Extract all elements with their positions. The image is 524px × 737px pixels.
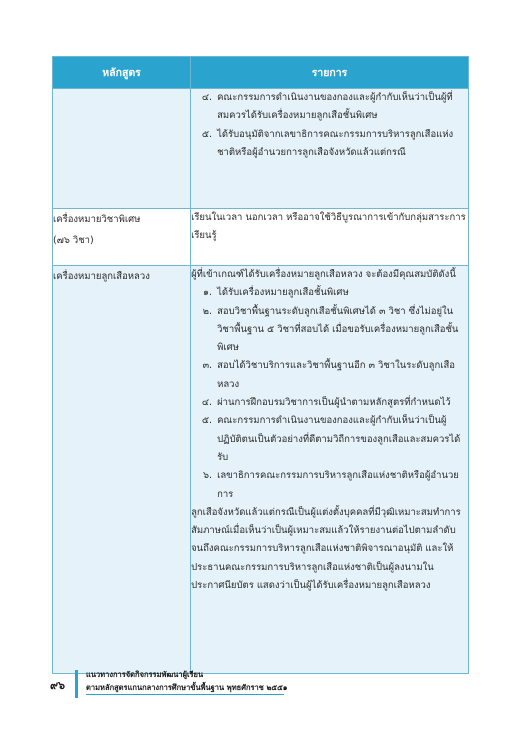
list-item-text: เลขาธิการคณะกรรมการบริหารลูกเสือแห่งชาติหรือผู้อำนวยการ bbox=[217, 470, 459, 500]
row-label bbox=[53, 89, 191, 209]
row-content bbox=[191, 89, 469, 209]
list-item bbox=[191, 284, 468, 302]
list-item bbox=[191, 303, 468, 358]
list-item-number: ๖. bbox=[203, 470, 213, 482]
list-item bbox=[191, 467, 468, 504]
list-item-number: ๑. bbox=[203, 287, 213, 299]
table-row bbox=[53, 266, 469, 674]
row-text: เรียนในเวลา นอกเวลา หรืออาจใช้วิธีบูรณาการเข้ากับกลุ่มสาระการเรียนรู้ bbox=[191, 212, 466, 242]
row-label bbox=[53, 209, 191, 266]
list-item-text: คณะกรรมการดำเนินงานของกองและผู้กำกับเห็นว่าเป็นผู้ที่สมควรได้รับเครื่องหมายลูกเสือชั้นพิเศษ bbox=[217, 92, 453, 122]
list-item bbox=[191, 412, 468, 467]
list-item-text: ได้รับเครื่องหมายลูกเสือชั้นพิเศษ bbox=[217, 287, 349, 299]
list-item-number: ๓. bbox=[202, 360, 213, 372]
table-header-row bbox=[53, 57, 469, 89]
row-intro: ผู้ที่เข้าเกณฑ์ได้รับเครื่องหมายลูกเสือหลวง จะต้องมีคุณสมบัติดังนี้ bbox=[191, 269, 456, 280]
footer-divider bbox=[75, 670, 78, 698]
row-content bbox=[191, 266, 469, 674]
footer-underline bbox=[86, 694, 284, 695]
list-item-number: ๔. bbox=[201, 397, 213, 409]
list-item bbox=[191, 357, 468, 394]
list-item bbox=[191, 89, 468, 126]
list-item-text: ผ่านการฝึกอบรมวิชาการเป็นผู้นำตามหลักสูตรที่กำหนดไว้ bbox=[217, 397, 451, 409]
footer-subtitle: ตามหลักสูตรแกนกลางการศึกษาขั้นพื้นฐาน พุทธศักราช ๒๕๕๑ bbox=[86, 683, 288, 692]
list-item bbox=[191, 394, 468, 412]
list-item-number: ๒. bbox=[202, 305, 213, 317]
table-row bbox=[53, 209, 469, 266]
list-item-number: ๕. bbox=[201, 415, 213, 427]
row-content bbox=[191, 209, 469, 266]
column-header-items: รายการ bbox=[191, 57, 469, 89]
row-label: เครื่องหมายลูกเสือหลวง bbox=[53, 266, 191, 674]
page-number: ๙๖ bbox=[50, 679, 66, 692]
row-label-line: (๗๖ วิชา) bbox=[53, 235, 94, 246]
row-closing: ลูกเสือจังหวัดแล้วแต่กรณีเป็นผู้แต่งตั้งบุคคลที่มีวุฒิเหมาะสมทำการสัมภาษณ์เมื่อเห็นว่าเป็นผู้เหมาะสมแล้วให้รายงานต่อไปตามลำดับ จนถึงคณะกรรมการบริหารลูกเสือแห่งชาติพิจารณาอนุมัติ และให้ประธานคณะกรรมการบริหารลูกเสือแห่งชาติเป็นผู้ลงนามในประกาศนียบัตร แสดงว่าเป็นผู้ได้รับเครื่องหมายลูกเสือหลวง bbox=[191, 506, 461, 592]
curriculum-table bbox=[52, 56, 469, 674]
page-footer bbox=[0, 667, 524, 737]
footer-title: แนวทางการจัดกิจกรรมพัฒนาผู้เรียน bbox=[86, 670, 204, 679]
row-label-line: เครื่องหมายวิชาพิเศษ bbox=[53, 214, 141, 225]
list-item-text: สอบได้วิชาบริการและวิชาพื้นฐานอีก ๓ วิชาในระดับลูกเสือหลวง bbox=[217, 360, 455, 390]
list-item-text: ได้รับอนุมัติจากเลขาธิการคณะกรรมการบริหารลูกเสือแห่งชาติหรือผู้อำนวยการลูกเสือจังหวัดแล้วแต่กรณี bbox=[217, 128, 454, 158]
list-item-number: ๕. bbox=[201, 128, 213, 140]
table-row bbox=[53, 89, 469, 209]
list-item-text: คณะกรรมการดำเนินงานของกองและผู้กำกับเห็นว่าเป็นผู้ปฏิบัติตนเป็นตัวอย่างที่ดีตามวิถีการของลูกเสือและสมควรได้รับ bbox=[217, 415, 461, 463]
column-header-curriculum: หลักสูตร bbox=[53, 57, 191, 89]
list-item-text: สอบวิชาพื้นฐานระดับลูกเสือชั้นพิเศษได้ ๓ วิชา ซึ่งไม่อยู่ในวิชาพื้นฐาน ๕ วิชาที่สอบได้ เมื่อขอรับเครื่องหมายลูกเสือชั้นพิเศษ bbox=[217, 305, 459, 354]
list-item bbox=[191, 126, 468, 163]
list-item-number: ๔. bbox=[201, 92, 213, 103]
